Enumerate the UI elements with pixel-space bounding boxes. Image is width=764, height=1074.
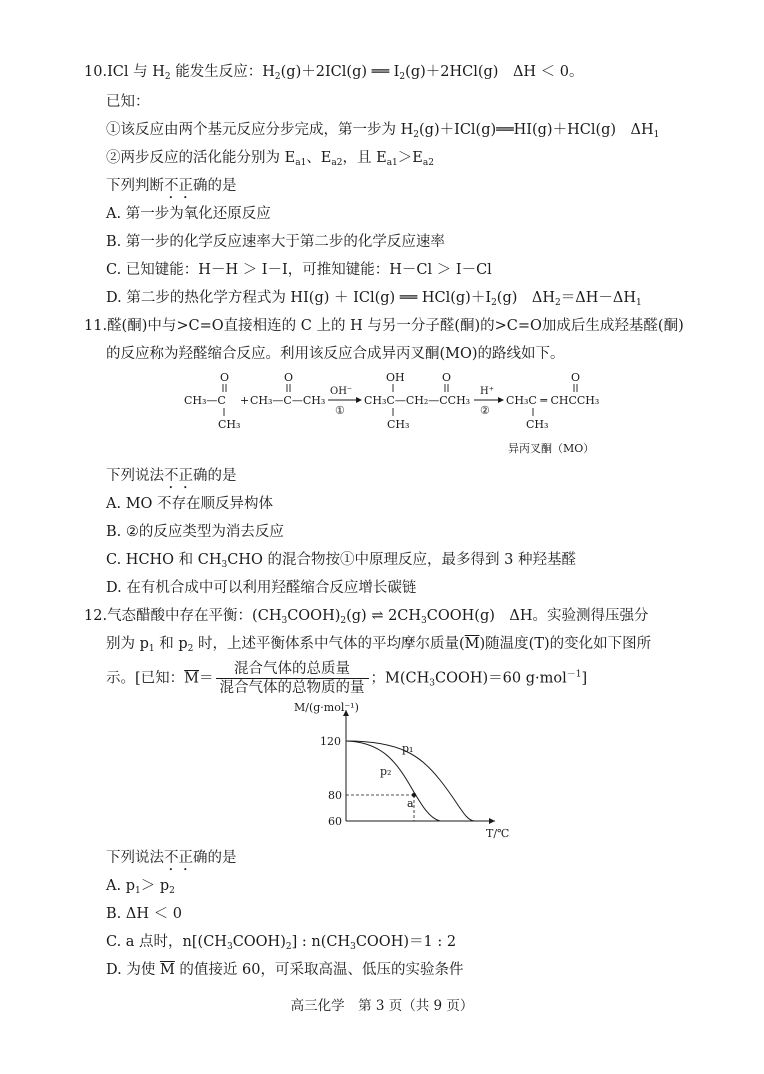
p1-formula: CH₃C—CH₂—CCH₃ <box>364 394 471 407</box>
p2-ch3: CH₃ <box>526 418 549 431</box>
r1-o: O <box>220 371 230 384</box>
q12-option-b: B. ΔH ＜ 0 <box>106 906 182 922</box>
q11-option-c: C. HCHO 和 $CH_3CHO$ 的混合物按①中原理反应，最多得到 3 种羟基醛 <box>106 552 576 570</box>
p1-o: O <box>442 371 452 384</box>
q12-stem-3: 示。[已知：$\overline{M}=$ $\frac{\text{混合气体的总质量}}{\text{混合气体的总物质的量}}$ ；$M(CH_3COOH)=60$ g·mol$^{-1}$] <box>106 661 588 696</box>
p1-ch3: CH₃ <box>387 418 410 431</box>
y-tick-80: 80 <box>328 789 342 802</box>
molar-mass-temperature-chart <box>290 700 530 840</box>
arrow1-label: OH⁻ <box>330 386 353 397</box>
mo-label: 异丙叉酮（MO） <box>508 442 595 455</box>
q10-known-1: ①该反应由两个基元反应分步完成，第一步为 $H_2(g)+ICl(g)══HI(g)+HCl(g)$ $\Delta H_1$ <box>106 122 660 140</box>
y-axis-label: M/(g·mol⁻¹) <box>294 701 359 714</box>
p2-formula: CH₃C ═ CHCCH₃ <box>506 394 600 407</box>
q11-ask: 下列说法不正确的是 <box>106 468 237 484</box>
q12-option-a: A. $p_1> p_2$ <box>106 878 175 896</box>
y-tick-60: 60 <box>328 815 342 828</box>
curve-p2 <box>346 741 440 821</box>
r1-ch3: CH₃ <box>218 418 241 431</box>
q10-option-d: D. 第二步的热化学方程式为 HI(g) ＋ ICl(g) ══ $HCl(g)+I_2(g)$ $\Delta H_2=\Delta H-\Delta H_1$ <box>106 290 642 308</box>
plus-sign: + <box>240 394 250 407</box>
curve-p2-label: p₂ <box>380 765 392 778</box>
q12-option-c: C. a 点时，$n[(CH_3COOH)_2]$ : $n(CH_3COOH)=1$ : 2 <box>106 934 457 952</box>
page-footer: 高三化学 第 3 页（共 9 页） <box>290 998 474 1014</box>
q12-option-d: D. 为使 $\overline{M}$ 的值接近 60，可采取高温、低压的实验条件 <box>106 962 464 978</box>
q10-known-2: ②两步反应的活化能分别为 $E_{a1}$、$E_{a2}$，且 $E_{a1}>E_{a2}$ <box>106 150 434 168</box>
y-tick-120: 120 <box>320 735 341 748</box>
q10-stem: 10.ICl 与 $H_2$ 能发生反应：$H_2(g)+2ICl(g)$ ══ $I_2(g)+2HCl(g)$ ΔH ＜ 0。 <box>84 64 584 82</box>
q10-option-c: C. 已知键能：H－H ＞ I－I，可推知键能：H－Cl ＞ I－Cl <box>106 262 492 278</box>
q11-option-b: B. ②的反应类型为消去反应 <box>106 524 284 540</box>
q11-option-d: D. 在有机合成中可以利用羟醛缩合反应增长碳链 <box>106 580 417 596</box>
r2-formula: CH₃—C—CH₃ <box>250 394 326 407</box>
x-axis-label: T/℃ <box>486 827 510 840</box>
r1-formula: CH₃—C <box>184 394 226 407</box>
q12-stem-2: 别为 $p_1$ 和 $p_2$ 时，上述平衡体系中气体的平均摩尔质量$(\overline{M})$随温度(T)的变化如下图所 <box>106 636 652 654</box>
p1-oh: OH <box>386 371 405 384</box>
q12-stem-1: 12.气态醋酸中存在平衡：$(CH_3COOH)_2(g)$ ⇌ $2CH_3COOH(g)$ ΔH。实验测得压强分 <box>84 608 649 626</box>
curve-p1-label: p₁ <box>402 742 414 755</box>
q12-ask: 下列说法不正确的是 <box>106 850 237 866</box>
r2-o: O <box>284 371 294 384</box>
arrow1-step: ① <box>335 404 345 417</box>
q10-option-b: B. 第一步的化学反应速率大于第二步的化学反应速率 <box>106 234 445 250</box>
q10-ask: 下列判断不正确的是 <box>106 178 237 194</box>
q11-reaction-scheme <box>180 368 620 458</box>
q11-stem-2: 的反应称为羟醛缩合反应。利用该反应合成异丙叉酮(MO)的路线如下。 <box>106 346 565 362</box>
arrow2-step: ② <box>480 404 490 417</box>
molar-mass-fraction: $\frac{\text{混合气体的总质量}}{\text{混合气体的总物质的量}}$ <box>216 660 369 697</box>
q10-option-a: A. 第一步为氧化还原反应 <box>106 206 271 222</box>
q11-stem-1: 11.醛(酮)中与>C=O直接相连的 C 上的 H 与另一分子醛(酮)的>C=O加成后生成羟基醛(酮) <box>84 318 684 334</box>
q10-known: 已知： <box>106 94 150 110</box>
point-a-label: a <box>407 797 414 810</box>
arrow2-label: H⁺ <box>480 386 494 397</box>
q11-option-a: A. MO 不存在顺反异构体 <box>106 496 274 512</box>
p2-o: O <box>571 371 581 384</box>
